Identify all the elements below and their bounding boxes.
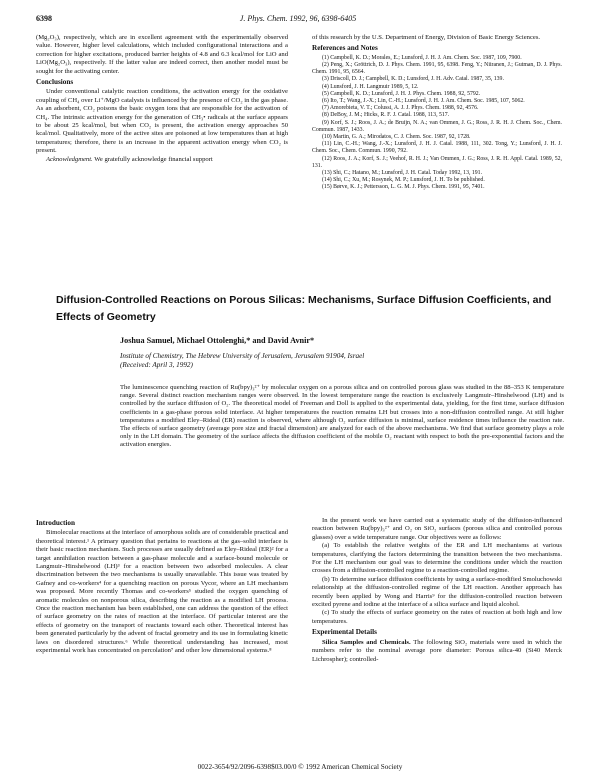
introduction-heading: Introduction (36, 519, 76, 527)
reference-list (312, 55, 562, 192)
conclusions-heading: Conclusions (36, 78, 74, 87)
reference-item: (10) Martin, G. A.; Mirodatos, C. J. Chem. Soc. 1987, 92, 1728. (322, 134, 471, 141)
acknowledgment (36, 156, 288, 164)
reference-item: (8) DeBoy, J. M.; Hicks, R. F. J. Catal. 1988, 113, 517. (322, 112, 450, 119)
running-header (36, 14, 560, 28)
acknowledgment-label: Acknowledgment. (46, 155, 93, 163)
copyright-footer: 0022-3654/92/2096-6398$03.00/0 © 1992 American Chemical Society (197, 763, 403, 771)
reference-item: (7) Amorebieta, V. T.; Colussi, A. J. J. Phys. Chem. 1988, 92, 4576. (322, 105, 479, 112)
reference-item: (15) Børve, K. J.; Pettersson, L. G. M. J. Phys. Chem. 1991, 95, 7401. (322, 184, 485, 191)
reference-item: (4) Lunsford, J. H. Langmuir 1989, 5, 12. (322, 83, 419, 90)
article-authors: Joshua Samuel, Michael Ottolenghi,* and David Avnir* (120, 336, 315, 345)
article-title: Diffusion-Controlled Reactions on Porous Silicas: Mechanisms, Surface Diffusion Coefficients, and Effects of Geometry (56, 294, 552, 323)
author-affiliation (120, 352, 364, 370)
right-column-top (312, 34, 562, 192)
experimental-text (312, 639, 562, 664)
introduction-text: Bimolecular reactions at the interface of amorphous solids are of considerable practical and theoretical interest.¹ A primary question that pertains to reactions at the gas–solid interface is their basic reaction mechanism. Such processes are usually defined as Eley–Rideal (ER)² for a target annihilation reaction between a gas-phase molecule and a surface-bound molecule or Langmuir–Hinshelwood (LH)³ for a reaction between two adsorbed molecules. A clear discrimination between the two mechanisms is usually unavailable. This issue was treated by Gafney and co-workers⁴ for a quenching reaction on porous Vycor, where an LH mechanism was proposed. More recently Thomas and co-workers⁵ studied the oxygen quenching of aromatic molecules on nonporous silica, describing the reaction as a modified LH process. Once the reaction mechanism has been established, one can address the question of the effect of surface geometry on the rates of reaction at the interface. Of particular interest are the effects of geometry on the transport of reactants toward each other. Theoretical interest has been generated particularly by the advent of fractal geometry and its use in formulating kinetic laws on disordered structures.⁶ While theoretical understanding has increased, most experimental work has concentrated on percolation⁷ and other low dimensional systems.⁸ (36, 529, 288, 655)
reference-item: (14) Shi, C.; Xu, M.; Rosynek, M. P.; Lunsford, J. H. To be published. (322, 177, 485, 184)
previous-article-text: (Mg₂O₃), respectively, which are in excellent agreement with the experimentally observed value. However, higher level calculations, which included configurational interactions and a correction for higher excitations, produced barrier heights of 4.8 and 6.3 kcal/mol for LiO and LiO(Mg₂O₃), respectively. If the latter value are indeed correct, then another model must be sought for the activating center. (36, 34, 288, 75)
experimental-subheading: Silica Samples and Chemicals. (322, 638, 411, 646)
objective-b: (b) To determine surface diffusion coefficients by using a surface-modified Smoluchowski relationship at the diffusion-controlled regime of the LH reaction. Another approach has recently been applied by Wong and Harris⁹ for the diffusion-controlled reaction between excited pyrene and iodine at the interface of a silica surface and liquid alcohol. (312, 575, 562, 609)
reference-item: (6) Ito, T.; Wang, J.-X.; Lin, C.-H.; Lunsford, J. H. J. Am. Chem. Soc. 1985, 107, 5062. (322, 98, 525, 105)
acknowledgment-text: We gratefully acknowledge financial support (94, 155, 213, 163)
reference-item: (3) Driscoll, D. J.; Campbell, K. D.; Lunsford, J. H. Adv. Catal. 1987, 35, 139. (322, 76, 504, 83)
experimental-heading: Experimental Details (312, 628, 377, 637)
journal-citation: J. Phys. Chem. 1992, 96, 6398-6405 (239, 14, 357, 23)
received-date: (Received: April 3, 1992) (120, 361, 193, 369)
affiliation-text: Institute of Chemistry, The Hebrew University of Jerusalem, Jerusalem 91904, Israel (120, 352, 365, 360)
page-number: 6398 (36, 14, 52, 23)
introduction-continued: In the present work we have carried out a systematic study of the diffusion-influenced reaction between Ru(bpy)₃²⁺ and O₂ on SiO₂ surfaces (porous silica and controlled porous glasses) over a wide temperature range. Our objectives were as follows: (312, 517, 562, 541)
reference-item: (5) Campbell, K. D.; Lunsford, J. H. J. Phys. Chem. 1988, 92, 5792. (322, 90, 481, 97)
acknowledgment-continued: of this research by the U.S. Department of Energy, Division of Basic Energy Sciences. (312, 34, 541, 41)
reference-item: (13) Shi, C.; Hatano, M.; Lunsford, J. H. Catal. Today 1992, 13, 191. (322, 170, 483, 177)
reference-item: (11) Lin, C.-H.; Wang, J.-X.; Lunsford, J. H. J. Catal. 1988, 111, 302. Tong, Y.; Lunsford, J. H. J. Chem. Soc., Chem. Commun. 1990, 792. (312, 141, 562, 155)
article-abstract: The luminescence quenching reaction of Ru(bpy)₃²⁺ by molecular oxygen on a porous silica and on controlled porous glass was studied in the 88–353 K temperature range. Several distinct reaction mechanism ranges were observed. In the lowest temperature range the reaction is exclusively Langmuir–Hinshelwood (LH) and is controlled by the surface diffusion of O₂. The theoretical model of Freeman and Doll is applied to the experimental data, yielding, for the first time, surface diffusion coefficients in a gas-phase porous solid interface. At higher temperatures the reaction remains LH but crosses into a non-diffusion controlled range. At still higher temperatures a modified Eley–Rideal (ER) reaction is observed, where although O₂ surface diffusion is minimal, surface residence times influence the reaction rate. The effects of surface geometry (average pore size and fractal dimension) are analyzed for each of the above mechanisms. We find that surface geometry plays a role only in the LH domain. The geometry of the surface affects the diffusion coefficient of the mobile O₂ reactant with respect to both the pre-exponential factors and the activation energies. (120, 384, 564, 449)
left-column-top (36, 34, 288, 164)
experimental-body: The following SiO₂ materials were used in which the numbers refer to the nominal average pore diameter: Porous silica-40 (Si40 Merck Lichrospher); controlled- (312, 638, 562, 663)
references-heading: References and Notes (312, 44, 378, 53)
objective-a: (a) To establish the relative weights of the ER and LH mechanisms at various temperatures, clarifying the factors determining the transition between the two mechanisms. For the LH mechanism our goal was to determine the conditions under which the reaction crosses from a diffusion-controlled regime to a reaction-controlled regime. (312, 542, 562, 575)
reference-item: (12) Roos, J. A.; Korf, S. J.; Veehof, R. H. J.; Van Ommen, J. G.; Ross, J. R. H. Appl. Catal. 1989, 52, 131. (312, 155, 562, 169)
left-column-bottom (36, 517, 288, 656)
conclusions-text: Under conventional catalytic reaction conditions, the activation energy for the oxidative coupling of CH₄ over Li⁺/MgO catalysts is influenced by the presence of CO₂ in the gas phase. As an adsorbent, CO₂ poisons the basic oxygen ions that are responsible for the activation of CH₄. The intrinsic activation energy for the generation of CH₃• radicals at the surface appears to be about 25 kcal/mol, but when CO₂ is present, the activation energy approaches 50 kcal/mol. Qualitatively, more of the active sites are poisoned at low temperatures than at high temperatures; therefore, there is an increase in the apparent activation energy when CO₂ is present. (36, 88, 288, 155)
objective-c: (c) To study the effects of surface geometry on the rates of reaction at both high and low temperatures. (312, 609, 562, 625)
reference-item: (9) Korf, S. J.; Roos, J. A.; de Bruijn, N. A.; van Ommen, J. G.; Ross, J. R. H. J. Chem. Soc., Chem. Commun. 1987, 1433. (312, 119, 562, 133)
reference-item: (1) Campbell, K. D.; Morales, E.; Lunsford, J. H. J. Am. Chem. Soc. 1987, 109, 7900. (322, 54, 522, 61)
right-column-bottom (312, 517, 562, 664)
reference-item: (2) Peng, X.; Gröttrich, D. J. Phys. Chem. 1991, 95, 6398. Feng, Y.; Niiranen, J.; Gutman, D. J. Phys. Chem. 1991, 95, 6564. (312, 62, 562, 76)
